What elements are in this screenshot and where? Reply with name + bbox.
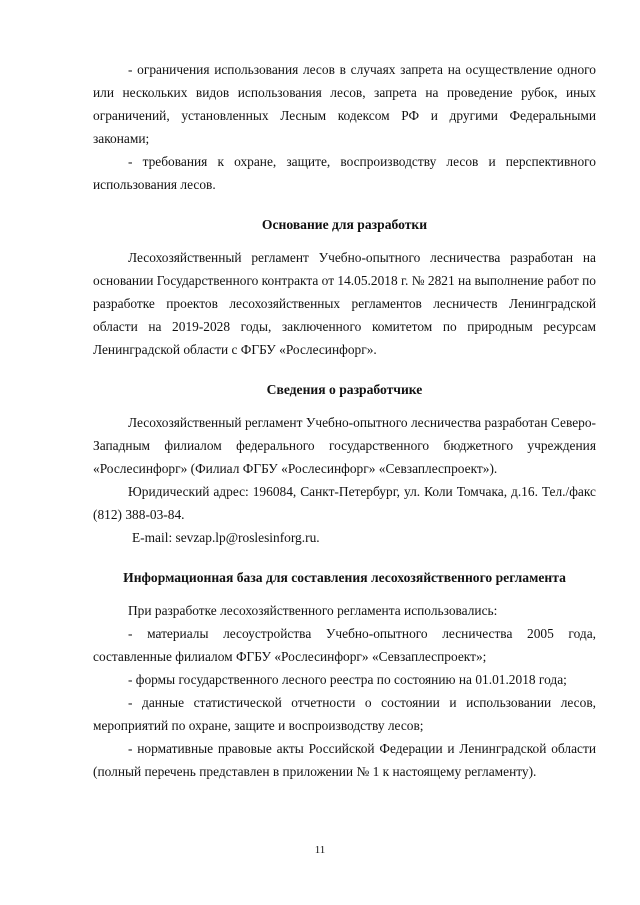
heading-basis: Основание для разработки <box>261 217 428 232</box>
info-base-item-statistics: - данные статистической отчетности о состоянии и использовании лесов, мероприятий по охране, защите и воспроизводству лесов; <box>93 695 596 733</box>
developer-paragraph: Лесохозяйственный регламент Учебно-опытного лесничества разработан Северо-Западным филиалом федерального государственного бюджетного учреждения «Рослесинфорг» (Филиал ФГБУ «Рослесинфорг» «Севзаплеспроект»). <box>93 415 596 476</box>
restrictions-paragraph: - ограничения использования лесов в случаях запрета на осуществление одного или нескольких видов использования лесов, запрета на проведение рубок, иных ограничений, установленных Лесным кодексом РФ и другими Федеральными законами; <box>93 62 596 146</box>
basis-paragraph: Лесохозяйственный регламент Учебно-опытного лесничества разработан на основании Государственного контракта от 14.05.2018 г. № 2821 на выполнение работ по разработке проектов лесохозяйственных регламентов лесничеств Ленинградской области на 2019-2028 годы, заключенного комитетом по природным ресурсам Ленинградской области с ФГБУ «Рослесинфорг». <box>93 250 596 357</box>
info-base-item-inventory: - материалы лесоустройства Учебно-опытного лесничества 2005 года, составленные филиалом ФГБУ «Рослесинфорг» «Севзаплеспроект»; <box>93 626 596 664</box>
info-base-item-legal-acts: - нормативные правовые акты Российской Федерации и Ленинградской области (полный перечень представлен в приложении № 1 к настоящему регламенту). <box>93 741 596 779</box>
heading-info-base: Информационная база для составления лесохозяйственного регламента <box>123 570 566 585</box>
document-page <box>93 58 596 783</box>
info-base-intro: При разработке лесохозяйственного регламента использовались: <box>128 603 498 618</box>
legal-address-paragraph: Юридический адрес: 196084, Санкт-Петербург, ул. Коли Томчака, д.16. Тел./факс (812) 388-03-84. <box>93 484 596 522</box>
info-base-item-registry: - формы государственного лесного реестра по состоянию на 01.01.2018 года; <box>128 672 567 687</box>
page-number: 11 <box>314 844 326 856</box>
requirements-paragraph: - требования к охране, защите, воспроизводству лесов и перспективного использования лесов. <box>93 154 596 192</box>
heading-developer: Сведения о разработчике <box>266 382 423 397</box>
email-line: E-mail: sevzap.lp@roslesinforg.ru. <box>132 530 320 545</box>
